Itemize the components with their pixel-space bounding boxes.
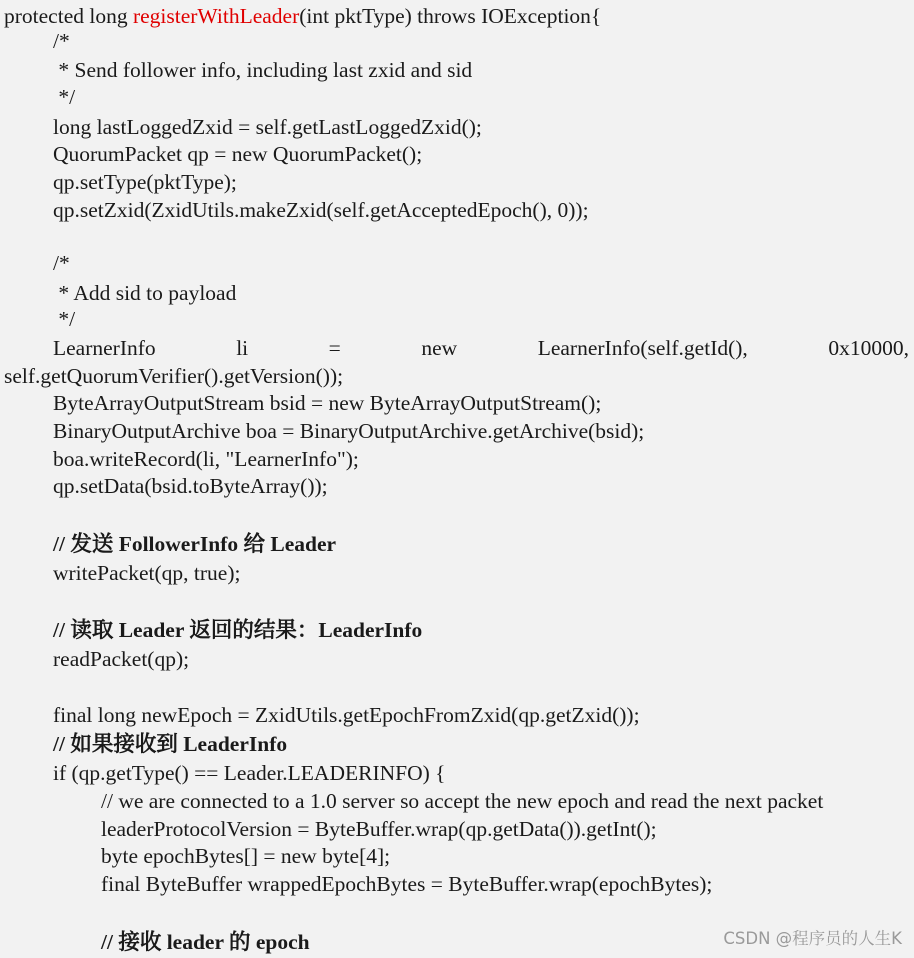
code-line: writePacket(qp, true);	[53, 561, 241, 585]
comment-slashes: //	[101, 930, 119, 954]
code-token: li	[236, 336, 249, 360]
comment-close: */	[53, 85, 76, 109]
function-name: registerWithLeader	[132, 4, 300, 28]
comment-send-followerinfo	[53, 531, 336, 557]
comment-close: */	[53, 307, 76, 331]
code-line: byte epochBytes[] = new byte[4];	[101, 844, 391, 868]
code-line: QuorumPacket qp = new QuorumPacket();	[53, 142, 423, 166]
code-token: new	[421, 336, 458, 360]
comment-text: 发送 FollowerInfo 给 Leader	[70, 532, 337, 556]
code-line-continuation: self.getQuorumVerifier().getVersion());	[4, 364, 344, 388]
comment-receive-epoch	[101, 929, 310, 955]
code-line: qp.setZxid(ZxidUtils.makeZxid(self.getAcceptedEpoch(), 0));	[53, 198, 589, 222]
code-line: long lastLoggedZxid = self.getLastLoggedZxid();	[53, 115, 482, 139]
comment-slashes: //	[53, 618, 71, 642]
comment-text: 接收 leader 的 epoch	[118, 930, 310, 954]
learnerinfo-line	[53, 335, 909, 361]
code-line: if (qp.getType() == Leader.LEADERINFO) {	[53, 761, 446, 785]
code-token: LearnerInfo	[53, 336, 156, 360]
code-line: boa.writeRecord(li, "LearnerInfo");	[53, 447, 359, 471]
comment-slashes: //	[53, 532, 71, 556]
code-line: readPacket(qp);	[53, 647, 190, 671]
comment-read-leaderinfo	[53, 617, 422, 643]
comment-open: /*	[53, 29, 70, 53]
comment-line: * Send follower info, including last zxid and sid	[53, 58, 473, 82]
comment-text: 如果接收到 LeaderInfo	[70, 732, 288, 756]
code-line: leaderProtocolVersion = ByteBuffer.wrap(qp.getData()).getInt();	[101, 817, 657, 841]
comment-slashes: //	[53, 732, 71, 756]
code-line: final long newEpoch = ZxidUtils.getEpochFromZxid(qp.getZxid());	[53, 703, 640, 727]
code-line: qp.setType(pktType);	[53, 170, 237, 194]
code-line: qp.setData(bsid.toByteArray());	[53, 474, 328, 498]
comment-line: * Add sid to payload	[53, 281, 237, 305]
signature-suffix: (int pktType) throws IOException{	[299, 4, 602, 28]
code-line: final ByteBuffer wrappedEpochBytes = ByteBuffer.wrap(epochBytes);	[101, 872, 713, 896]
code-token: LearnerInfo(self.getId(),	[537, 336, 748, 360]
signature-prefix: protected long	[4, 4, 133, 28]
code-line: ByteArrayOutputStream bsid = new ByteArrayOutputStream();	[53, 391, 602, 415]
comment-open: /*	[53, 251, 70, 275]
csdn-watermark: CSDN @程序员的人生K	[723, 929, 902, 948]
comment-line: // we are connected to a 1.0 server so accept the new epoch and read the next packet	[101, 789, 824, 813]
comment-if-received	[53, 731, 287, 757]
code-line: BinaryOutputArchive boa = BinaryOutputArchive.getArchive(bsid);	[53, 419, 645, 443]
code-token: =	[328, 336, 341, 360]
comment-text: 读取 Leader 返回的结果：LeaderInfo	[70, 618, 423, 642]
method-signature	[4, 3, 601, 29]
code-token: 0x10000,	[828, 336, 909, 360]
